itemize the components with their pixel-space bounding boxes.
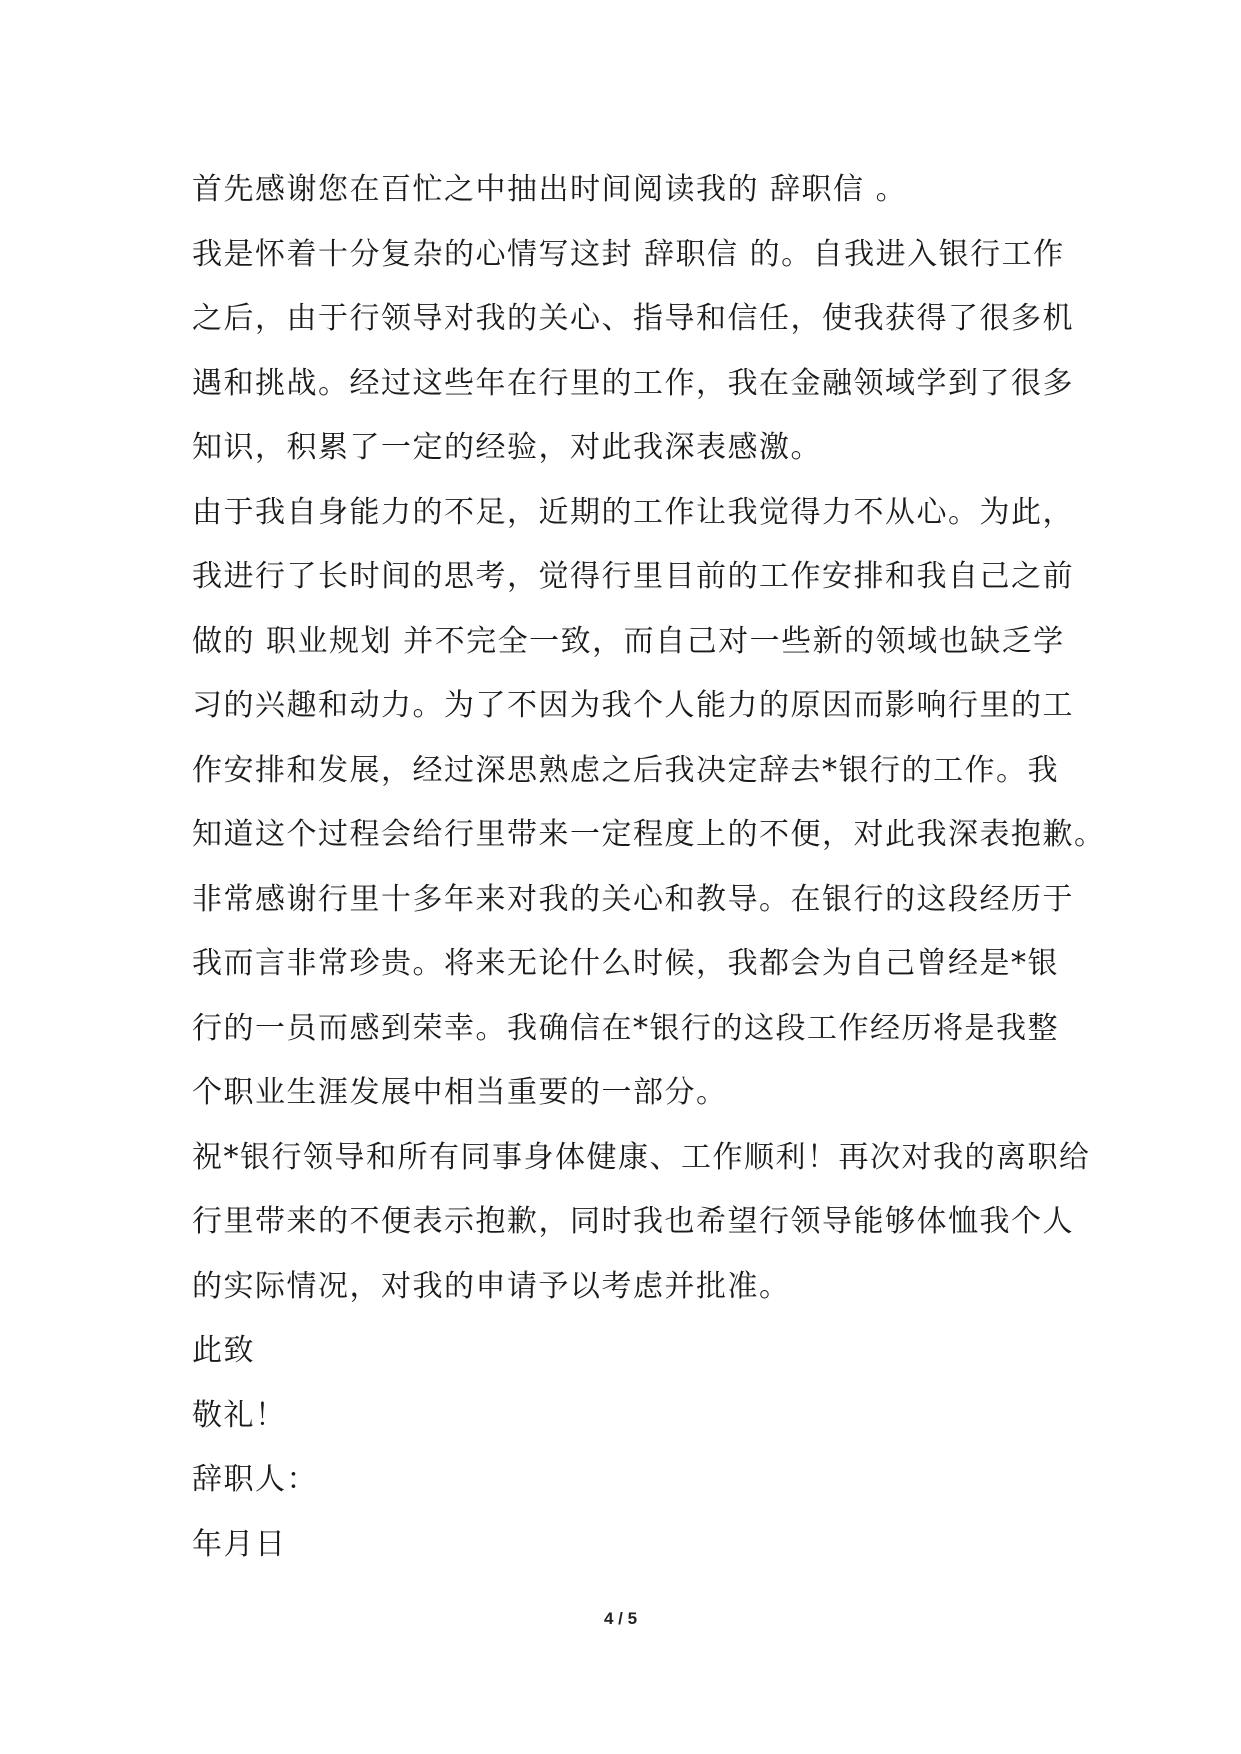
text-line: 我进行了长时间的思考，觉得行里目前的工作安排和我自己之前 [192,559,1074,594]
letter-body [192,158,1106,1577]
text-line: 知道这个过程会给行里带来一定程度上的不便，对此我深表抱歉。 [192,817,1106,852]
salutation-line: 敬礼！ [192,1397,287,1433]
text-line: 首先感谢您在百忙之中抽出时间阅读我的 辞职信 。 [192,172,908,207]
text-line: 行的一员而感到荣幸。我确信在*银行的这段工作经历将是我整 [192,1010,1059,1046]
date-line: 年月日 [192,1526,287,1562]
text-line: 遇和挑战。经过这些年在行里的工作，我在金融领域学到了很多 [192,365,1074,401]
text-line: 做的 职业规划 并不完全一致，而自己对一些新的领域也缺乏学 [192,623,1065,659]
closing-line: 此致 [192,1333,255,1368]
text-line: 习的兴趣和动力。为了不因为我个人能力的原因而影响行里的工 [192,688,1074,723]
text-line: 非常感谢行里十多年来对我的关心和教导。在银行的这段经历于 [192,881,1074,917]
text-line: 由于我自身能力的不足，近期的工作让我觉得力不从心。为此， [192,494,1074,530]
text-line: 祝*银行领导和所有同事身体健康、工作顺利！再次对我的离职给 [192,1139,1091,1175]
text-line: 我而言非常珍贵。将来无论什么时候，我都会为自己曾经是*银 [192,946,1059,981]
text-line: 我是怀着十分复杂的心情写这封 辞职信 的。自我进入银行工作 [192,236,1065,272]
text-line: 个职业生涯发展中相当重要的一部分。 [192,1075,728,1110]
signature-line: 辞职人： [192,1462,318,1497]
text-line: 行里带来的不便表示抱歉，同时我也希望行领导能够体恤我个人 [192,1204,1074,1239]
text-line: 的实际情况，对我的申请予以考虑并批准。 [192,1268,791,1304]
text-line: 作安排和发展，经过深思熟虑之后我决定辞去*银行的工作。我 [192,752,1059,788]
text-line: 知识，积累了一定的经验，对此我深表感激。 [192,430,822,465]
page-number: 4 / 5 [603,1609,638,1628]
text-line: 之后，由于行领导对我的关心、指导和信任，使我获得了很多机 [192,301,1074,336]
